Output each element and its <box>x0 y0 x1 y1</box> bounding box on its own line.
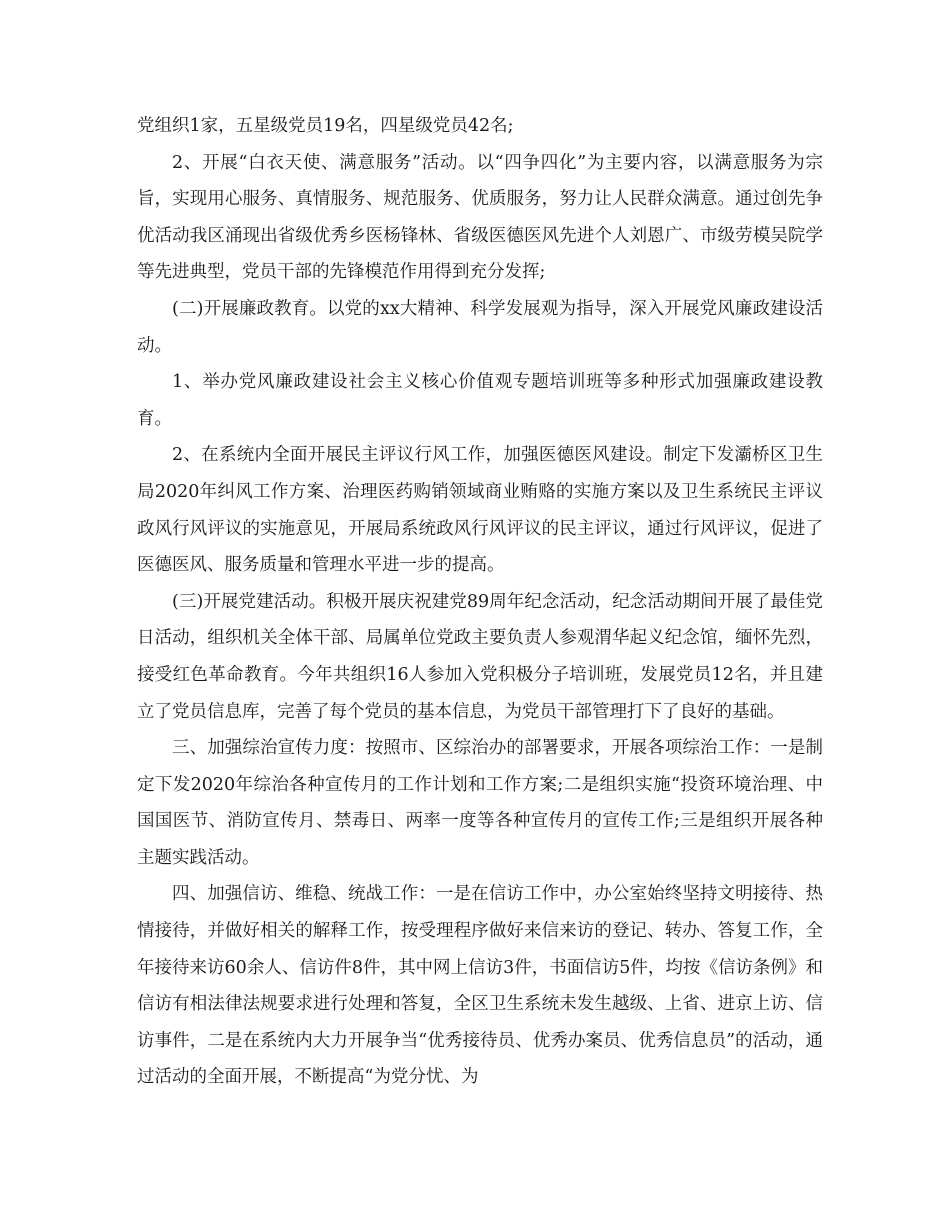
paragraph-2: 2、开展“白衣天使、满意服务”活动。以“四争四化”为主要内容，以满意服务为宗旨，实现用心服务、真情服务、规范服务、优质服务，努力让人民群众满意。通过创先争优活动我区涌现出省级优秀乡医杨锋林、省级医德医风先进个人刘恩广、市级劳模吴院学等先进典型，党员干部的先锋模范作用得到充分发挥; <box>137 152 823 283</box>
document-body <box>137 108 823 1096</box>
paragraph-8: 四、加强信访、维稳、统战工作：一是在信访工作中，办公室始终坚持文明接待、热情接待，并做好相关的解释工作，按受理程序做好来信来访的登记、转办、答复工作，全年接待来访60余人、信访件8件，其中网上信访3件，书面信访5件，均按《信访条例》和信访有相法律法规要求进行处理和答复，全区卫生系统未发生越级、上省、进京上访、信访事件，二是在系统内大力开展争当“优秀接待员、优秀办案员、优秀信息员”的活动，通过活动的全面开展，不断提高“为党分忧、为 <box>137 884 823 1088</box>
paragraph-5: 2、在系统内全面开展民主评议行风工作，加强医德医风建设。制定下发灞桥区卫生局2020年纠风工作方案、治理医药购销领域商业贿赂的实施方案以及卫生系统民主评议政风行风评议的实施意见，开展局系统政风行风评议的民主评议，通过行风评议，促进了医德医风、服务质量和管理水平进一步的提高。 <box>137 445 823 576</box>
paragraph-1: 党组织1家，五星级党员19名，四星级党员42名; <box>137 116 514 136</box>
paragraph-4: 1、举办党风廉政建设社会主义核心价值观专题培训班等多种形式加强廉政建设教育。 <box>137 372 823 429</box>
paragraph-3: (二)开展廉政教育。以党的xx大精神、科学发展观为指导，深入开展党风廉政建设活动。 <box>137 298 823 356</box>
paragraph-7: 三、加强综治宣传力度：按照市、区综治办的部署要求，开展各项综治工作：一是制定下发2020年综治各种宣传月的工作计划和工作方案;二是组织实施“投资环境治理、中国国医节、消防宣传月、禁毒日、两率一度等各种宣传月的宣传工作;三是组织开展各种主题实践活动。 <box>137 738 823 868</box>
paragraph-6: (三)开展党建活动。积极开展庆祝建党89周年纪念活动，纪念活动期间开展了最佳党日活动，组织机关全体干部、局属单位党政主要负责人参观渭华起义纪念馆，缅怀先烈，接受红色革命教育。今年共组织16人参加入党积极分子培训班，发展党员12名，并且建立了党员信息库，完善了每个党员的基本信息，为党员干部管理打下了良好的基础。 <box>137 591 823 722</box>
